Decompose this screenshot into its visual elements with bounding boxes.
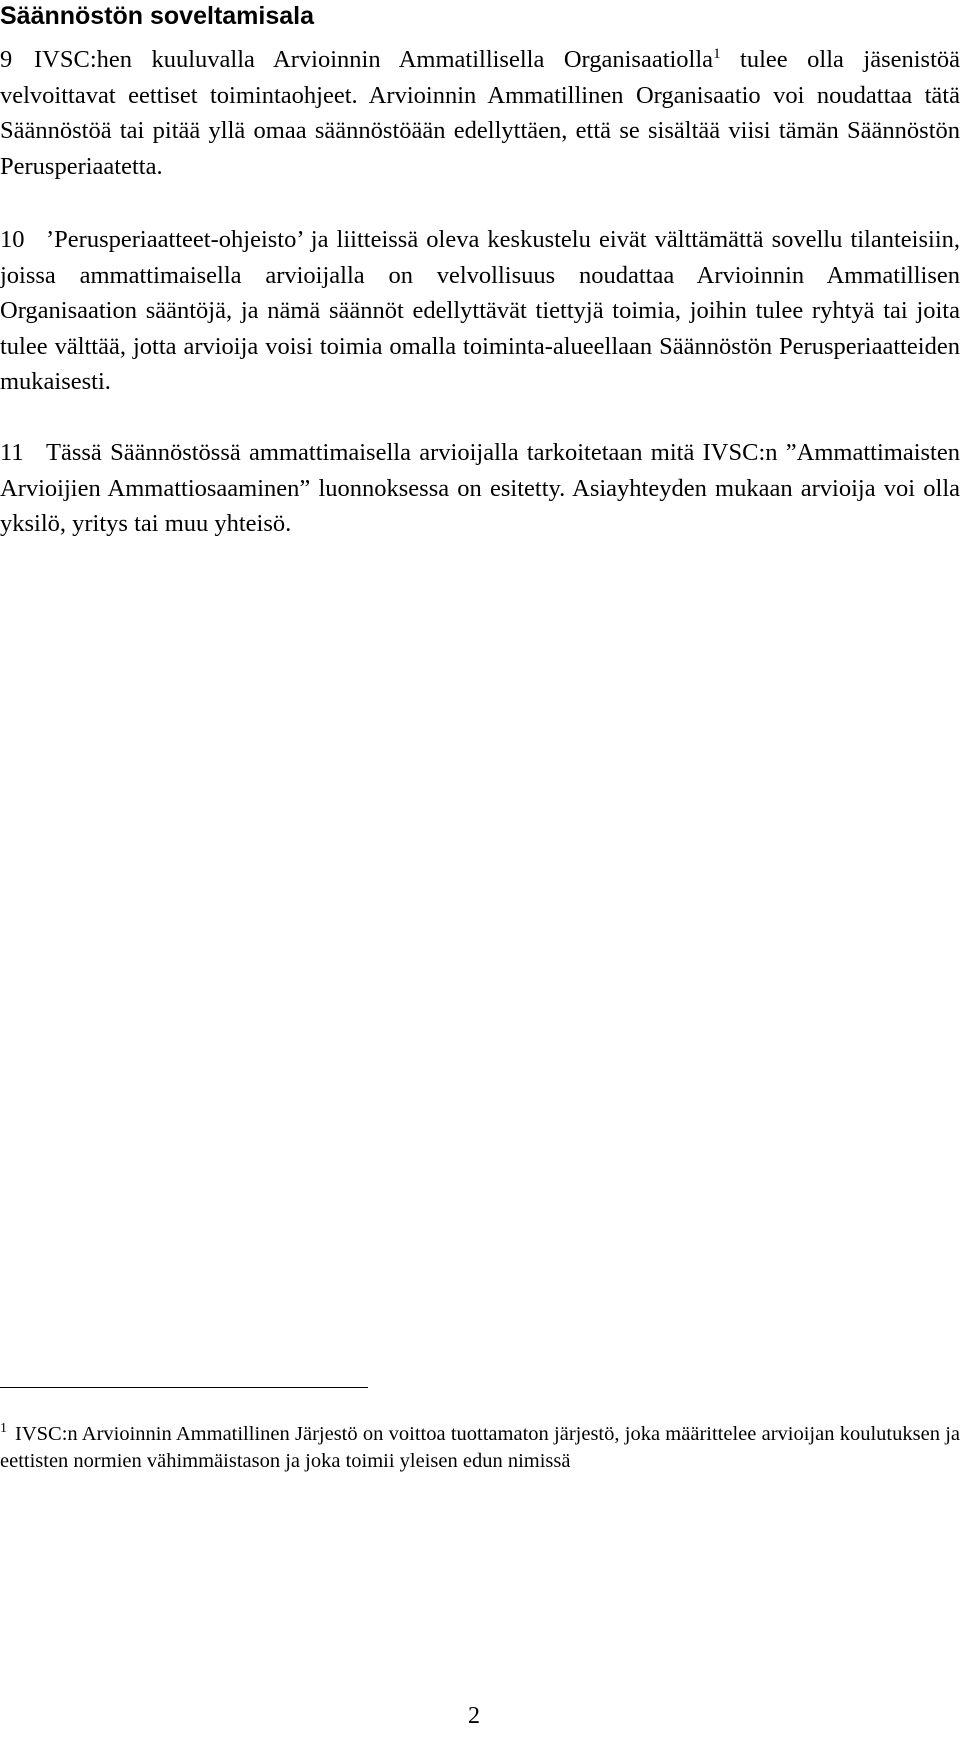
- paragraph-number: 9: [0, 46, 13, 73]
- paragraph-text: IVSC:hen kuuluvalla Arvioinnin Ammatillisella Organisaatiolla: [34, 46, 714, 73]
- paragraph-9: [0, 42, 960, 184]
- footnote-reference[interactable]: 1: [713, 45, 721, 62]
- paragraph-text: ’Perusperiaatteet-ohjeisto’ ja liitteissä oleva keskustelu eivät välttämättä sovellu tilanteisiin, joissa ammattimaisella arvioijalla on velvollisuus noudattaa Arvioinnin Ammatillisen Organisaation sääntöjä, ja nämä säännöt edellyttävät tiettyjä toimia, joihin tulee ryhtyä tai joita tulee välttää, jotta arvioija voisi toimia omalla toiminta-alueellaan Säännöstön Perusperiaatteiden mukaisesti.: [0, 226, 960, 395]
- paragraph-text: Tässä Säännöstössä ammattimaisella arvioijalla tarkoitetaan mitä IVSC:n ”Ammattimaisten Arvioijien Ammattiosaaminen” luonnoksessa on esitetty. Asiayhteyden mukaan arvioija voi olla yksilö, yritys tai muu yhteisö.: [0, 439, 960, 537]
- paragraph-number: 11: [0, 439, 24, 466]
- paragraph-10: [0, 222, 960, 400]
- paragraph-11: [0, 435, 960, 542]
- page-number: 2: [468, 1703, 480, 1729]
- footnote-divider: [0, 1387, 368, 1388]
- footnote-text: IVSC:n Arvioinnin Ammatillinen Järjestö on voittoa tuottamaton järjestö, joka määrittelee arvioijan koulutuksen ja eettisten normien vähimmäistason ja joka toimii yleisen edun nimissä: [0, 1423, 960, 1472]
- footnote-marker: 1: [0, 1421, 7, 1437]
- section-heading: Säännöstön soveltamisala: [0, 2, 315, 30]
- paragraph-number: 10: [0, 226, 25, 253]
- footnote: [0, 1421, 960, 1475]
- paragraph-text: tulee olla jäsenistöä velvoittavat eettiset toimintaohjeet. Arvioinnin Ammatillinen Organisaatio voi noudattaa tätä Säännöstöä tai pitää yllä omaa säännöstöään edellyttäen, että se sisältää viisi tämän Säännöstön Perusperiaatetta.: [0, 46, 960, 180]
